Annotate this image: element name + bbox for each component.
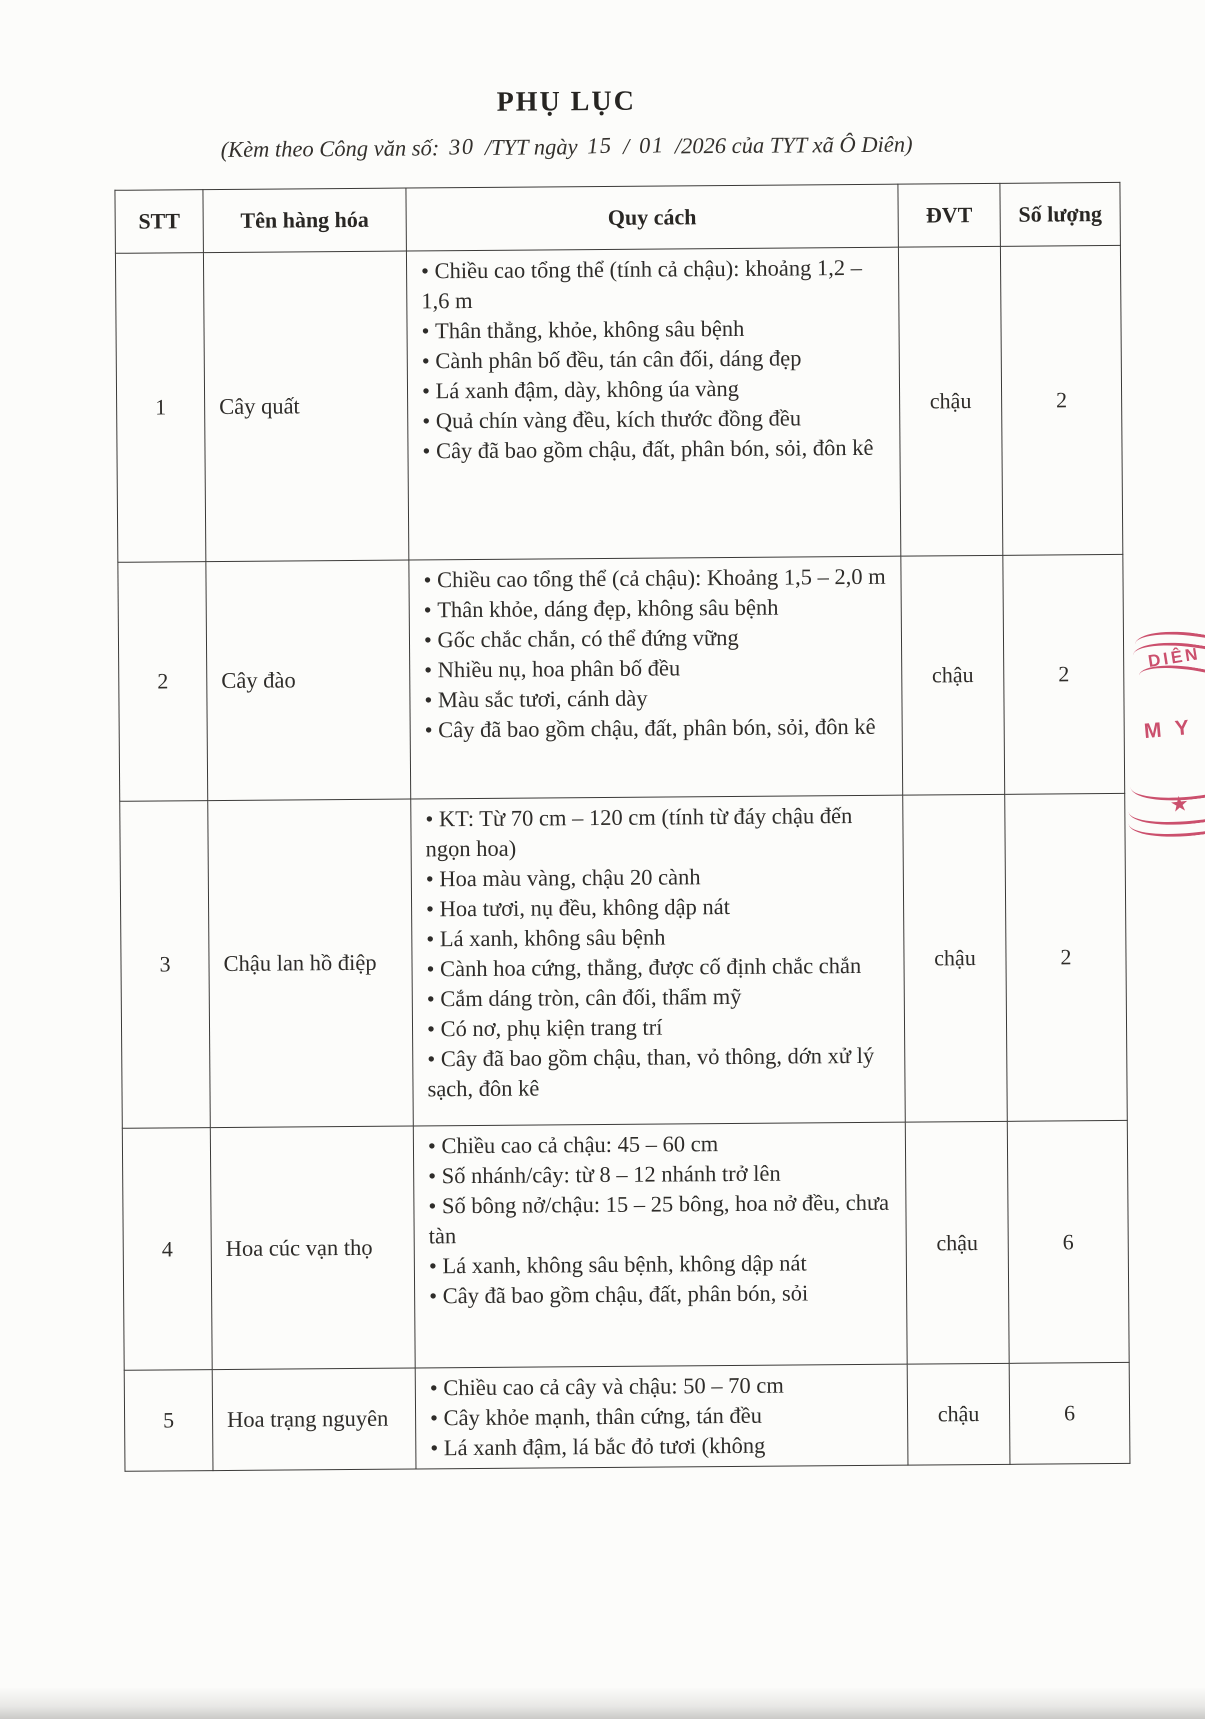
row-unit: chậu <box>929 388 972 414</box>
table-row <box>115 245 1122 562</box>
spec-line: • Lá xanh, không sâu bệnh <box>426 921 895 955</box>
col-header-stt: STT <box>115 190 203 254</box>
row-specs-cell <box>411 795 906 1126</box>
handwritten-document-number: 30 <box>448 133 476 160</box>
spec-line: • Nhiều nụ, hoa phân bố đều <box>424 652 893 686</box>
spec-line: • Cành hoa cứng, thẳng, được cố định chắc chắn <box>426 951 895 985</box>
row-unit: chậu <box>936 1229 979 1255</box>
spec-line: • Thân khỏe, dáng đẹp, không sâu bệnh <box>424 592 893 626</box>
spec-line: • Thân thẳng, khỏe, không sâu bệnh <box>421 313 890 347</box>
spec-line: • Cây đã bao gồm chậu, đất, phân bón, sỏi, đôn kê <box>422 433 891 467</box>
spec-line: • Chiều cao cả chậu: 45 – 60 cm <box>428 1128 897 1162</box>
row-spec-list <box>430 1370 900 1464</box>
col-header-quy-cach: Quy cách <box>406 184 898 251</box>
table-row <box>124 1362 1130 1471</box>
row-name-cell <box>203 251 408 562</box>
row-qty-cell <box>1007 1120 1129 1363</box>
row-qty-cell <box>1009 1362 1130 1464</box>
row-name-cell <box>210 1126 415 1370</box>
goods-specification-table <box>114 182 1130 1472</box>
spec-line: • Chiều cao tổng thể (tính cả chậu): khoảng 1,2 – 1,6 m <box>421 253 890 317</box>
row-qty: 2 <box>1060 944 1072 970</box>
row-name: Hoa trạng nguyên <box>226 1405 389 1432</box>
row-unit-cell <box>901 555 1005 795</box>
row-qty: 6 <box>1062 1228 1074 1254</box>
table-row <box>118 554 1125 801</box>
subtitle-prefix: (Kèm theo Công văn số: <box>220 135 440 162</box>
row-stt-cell <box>115 253 205 563</box>
row-stt: 1 <box>155 394 167 420</box>
spec-line: • Số bông nở/chậu: 15 – 25 bông, hoa nở đều, chưa tàn <box>428 1188 897 1252</box>
page-title: PHỤ LỤC <box>496 85 636 118</box>
row-specs-cell <box>415 1364 908 1469</box>
spec-line: • KT: Từ 70 cm – 120 cm (tính từ đáy chậu đến ngọn hoa) <box>425 801 894 865</box>
spec-line: • Hoa tươi, nụ đều, không dập nát <box>426 891 895 925</box>
subtitle-suffix: /2026 của TYT xã Ô Diên) <box>674 131 913 159</box>
row-unit-cell <box>905 1121 1009 1364</box>
row-stt-cell <box>124 1370 213 1472</box>
spec-line: • Cây đã bao gồm chậu, đất, phân bón, sỏi, đôn kê <box>425 712 894 746</box>
col-header-so-luong: Số lượng <box>1000 182 1120 246</box>
stamp-star-icon: ★ <box>1168 791 1190 817</box>
spec-line: • Số nhánh/cây: từ 8 – 12 nhánh trở lên <box>428 1158 897 1192</box>
row-unit-cell <box>898 246 1002 556</box>
spec-line: • Cây đã bao gồm chậu, than, vỏ thông, dớn xử lý sạch, đôn kê <box>427 1041 896 1105</box>
table-row <box>120 793 1128 1128</box>
row-specs-cell <box>409 556 903 799</box>
table-header-row <box>115 182 1120 253</box>
row-qty: 2 <box>1058 661 1070 687</box>
document-reference-line <box>114 131 1019 164</box>
row-qty-cell <box>1000 245 1122 555</box>
row-stt-cell <box>122 1128 212 1371</box>
stamp-center-text: M Y <box>1143 715 1194 744</box>
col-header-ten-hang-hoa: Tên hàng hóa <box>203 188 406 253</box>
document-header <box>114 83 1020 164</box>
row-name-cell <box>212 1368 416 1471</box>
spec-line: • Cây khỏe mạnh, thân cứng, tán đều <box>430 1400 899 1434</box>
row-name-cell <box>206 560 411 801</box>
row-spec-list <box>423 562 893 746</box>
row-name: Hoa cúc vạn thọ <box>225 1234 373 1261</box>
scan-edge-shadow <box>0 1687 1205 1719</box>
spec-line: • Lá xanh, không sâu bệnh, không dập nát <box>429 1248 898 1282</box>
row-stt: 4 <box>161 1235 173 1261</box>
row-unit: chậu <box>934 945 976 971</box>
row-stt-cell <box>118 562 208 802</box>
spec-line: • Lá xanh đậm, lá bắc đỏ tươi (không <box>430 1430 899 1464</box>
row-spec-list <box>428 1128 898 1312</box>
spec-line: • Màu sắc tươi, cánh dày <box>424 682 893 716</box>
handwritten-day: 15 <box>587 132 614 159</box>
spec-line: • Lá xanh đậm, dày, không úa vàng <box>422 373 891 407</box>
row-stt-cell <box>120 801 211 1129</box>
row-stt: 5 <box>162 1407 175 1433</box>
spec-line: • Cắm dáng tròn, cân đối, thẩm mỹ <box>427 981 896 1015</box>
subtitle-slash: / <box>622 133 630 159</box>
row-qty: 2 <box>1056 387 1068 413</box>
red-stamp-fragment <box>1128 618 1205 856</box>
row-qty-cell <box>1003 554 1125 794</box>
row-qty-cell <box>1005 793 1128 1121</box>
spec-line: • Hoa màu vàng, chậu 20 cành <box>426 861 895 895</box>
spec-line: • Gốc chắc chắn, có thể đứng vững <box>424 622 893 656</box>
spec-line: • Chiều cao cả cây và chậu: 50 – 70 cm <box>430 1370 899 1404</box>
row-spec-list <box>425 801 896 1105</box>
col-header-dvt: ĐVT <box>898 183 1000 247</box>
spec-line: • Cây đã bao gồm chậu, đất, phân bón, sỏi <box>429 1278 898 1312</box>
spec-line: • Có nơ, phụ kiện trang trí <box>427 1011 896 1045</box>
spec-line: • Quả chín vàng đều, kích thước đồng đều <box>422 403 891 437</box>
row-specs-cell <box>413 1122 907 1368</box>
row-stt: 3 <box>159 951 171 977</box>
row-spec-list <box>421 253 892 467</box>
stamp-arc-text: DIÊN <box>1146 644 1202 672</box>
handwritten-month: 01 <box>638 132 666 159</box>
row-name: Cây quất <box>219 393 300 419</box>
row-unit: chậu <box>937 1401 980 1427</box>
row-unit: chậu <box>931 662 974 688</box>
subtitle-mid: /TYT ngày <box>484 134 578 160</box>
row-specs-cell <box>406 247 900 560</box>
row-name: Cây đào <box>221 667 296 693</box>
spec-line: • Chiều cao tổng thể (cả chậu): Khoảng 1,5 – 2,0 m <box>423 562 892 596</box>
row-name-cell <box>208 799 414 1128</box>
spec-line: • Cành phân bố đều, tán cân đối, dáng đẹp <box>422 343 891 377</box>
row-unit-cell <box>903 794 1008 1122</box>
row-name: Chậu lan hồ điệp <box>223 949 377 976</box>
row-qty: 6 <box>1063 1400 1076 1426</box>
row-stt: 2 <box>157 668 169 694</box>
table-row <box>122 1120 1129 1370</box>
row-unit-cell <box>907 1363 1010 1465</box>
